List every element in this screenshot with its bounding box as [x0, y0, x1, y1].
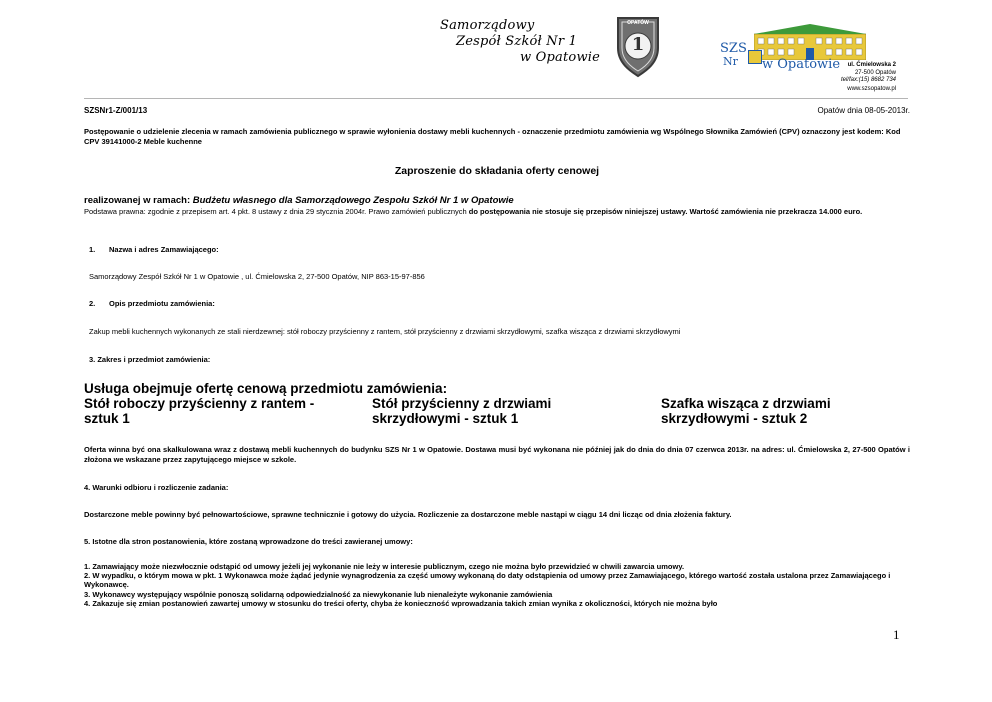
page-number: 1	[893, 627, 900, 642]
section-2-number: 2.	[89, 299, 96, 308]
address-phone: tel/fax:(15) 8682 734	[840, 77, 896, 83]
item-1-quantity: sztuk 1	[84, 411, 130, 426]
shield-number: 1	[631, 34, 645, 55]
budget-source: Budżetu własnego dla Samorządowego Zespołu Szkół Nr 1 w Opatowie	[192, 195, 514, 206]
document-date: Opatów dnia 08-05-2013r.	[817, 106, 910, 115]
logo-szs: SZS	[720, 41, 747, 56]
order-description: Zakup mebli kuchennych wykonanych ze stali nierdzewnej: stół roboczy przyścienny z rantem, stół przyścienny z drzwiami skrzydłowymi, szafka wisząca z drzwiami skrzydłowymi	[89, 327, 681, 336]
school-name-line3: w Opatowie	[520, 50, 601, 65]
item-3-name: Szafka wisząca z drzwiami	[661, 396, 831, 411]
header-divider	[84, 98, 908, 99]
section-3-heading: 3. Zakres i przedmiot zamówienia:	[89, 355, 211, 364]
logo-nr: Nr	[723, 55, 738, 68]
provision-item-3: 3. Wykonawcy występujący wspólnie ponoszą solidarną odpowiedzialność za niewykonanie lub nienależyte wykonanie zamówienia	[84, 589, 553, 599]
document-title: Zaproszenie do składania oferty cenowej	[394, 165, 600, 177]
realized-prefix: realizowanej w ramach:	[84, 195, 193, 206]
acceptance-terms: Dostarczone meble powinny być pełnowartościowe, sprawne technicznie i gotowy do użycia. Rozliczenie za dostarczone meble nastąpi w ciągu 14 dni licząc od dnia złożenia faktury.	[84, 510, 732, 519]
school-name-line1: Samorządowy	[440, 18, 535, 33]
logo-box	[748, 50, 762, 64]
section-1-number: 1.	[89, 245, 96, 254]
realized-line	[84, 195, 910, 206]
legal-basis-text: Podstawa prawna: zgodnie z przepisem art. 4 pkt. 8 ustawy z dnia 29 stycznia 2004r. Prawo zamówień publicznych	[84, 207, 469, 216]
provision-item-4: 4. Zakazuje się zmian postanowień zawartej umowy w stosunku do treści oferty, chyba że konieczność wprowadzania takich zmian wynika z okoliczności, których nie można było	[84, 598, 718, 608]
legal-basis-emphasis: do postępowania nie stosuje się przepisów niniejszej ustawy. Wartość zamówienia nie przekracza 14.000 euro.	[468, 207, 863, 216]
procedure-intro: Postępowanie o udzielenie zlecenia w ramach zamówienia publicznego w sprawie wyłonienia dostawy mebli kuchennych - oznaczenie przedmiotu zamówienia wg Wspólnego Słownika Zamówień (CPV) oznaczony jest kodem: Kod CPV 39141000-2 Meble kuchenne	[84, 127, 901, 146]
address-city: 27-500 Opatów	[854, 70, 896, 76]
provision-item-1: 1. Zamawiający może niezwłocznie odstąpić od umowy jeżeli jej wykonanie nie leży w interesie publicznym, czego nie można było przewidzieć w chwili zawarcia umowy.	[84, 562, 685, 571]
school-name-line2: Zespół Szkół Nr 1	[456, 34, 578, 49]
document-reference: SZSNr1-Z/001/13	[84, 106, 148, 115]
shield-caption: OPATÓW	[627, 20, 649, 26]
provision-item-2: 2. W wypadku, o którym mowa w pkt. 1 Wykonawca może żądać jedynie wynagrodzenia za część umowy wykonaną do daty odstąpienia od umowy przez Zamawiającego, którego wartość została ustalona przez Zamawiającego i Wykonawcę.	[84, 571, 891, 590]
section-1-title: Nazwa i adres Zamawiającego:	[109, 245, 219, 254]
item-1-name: Stół roboczy przyścienny z rantem -	[84, 396, 315, 411]
offer-conditions: Oferta winna być ona skalkulowana wraz z dostawą mebli kuchennych do budynku SZS Nr 1 w Opatowie. Dostawa musi być wykonana nie później jak do dnia do dnia 07 czerwca 2013r. na adres: ul. Ćmielowska 2, 27-500 Opatów i złożona we wskazane przez zapytującego miejsce w szkole.	[84, 445, 910, 464]
section-5-heading: 5. Istotne dla stron postanowienia, które zostaną wprowadzone do treści zawieranej umowy:	[84, 537, 413, 546]
item-3-quantity: skrzydłowymi - sztuk 2	[661, 411, 808, 426]
section-2-heading	[89, 299, 215, 309]
section-1-heading	[89, 245, 219, 255]
item-2-name: Stół przyścienny z drzwiami	[372, 396, 552, 411]
section-2-title: Opis przedmiotu zamówienia:	[109, 299, 215, 308]
section-4-heading: 4. Warunki odbioru i rozliczenie zadania:	[84, 483, 229, 492]
contracting-authority: Samorządowy Zespół Szkół Nr 1 w Opatowie , ul. Ćmielowska 2, 27-500 Opatów, NIP 863-15-97-856	[89, 272, 425, 281]
item-2-quantity: skrzydłowymi - sztuk 1	[372, 411, 519, 426]
contract-provisions-list	[84, 562, 914, 608]
address-street: ul. Ćmielowska 2	[847, 62, 896, 68]
legal-basis	[84, 207, 910, 217]
address-website: www.szsopatow.pl	[847, 86, 896, 92]
school-building-icon	[754, 24, 866, 60]
scope-title: Usługa obejmuje ofertę cenową przedmiotu zamówienia:	[84, 381, 448, 396]
logo-place: w Opatowie	[762, 57, 841, 72]
